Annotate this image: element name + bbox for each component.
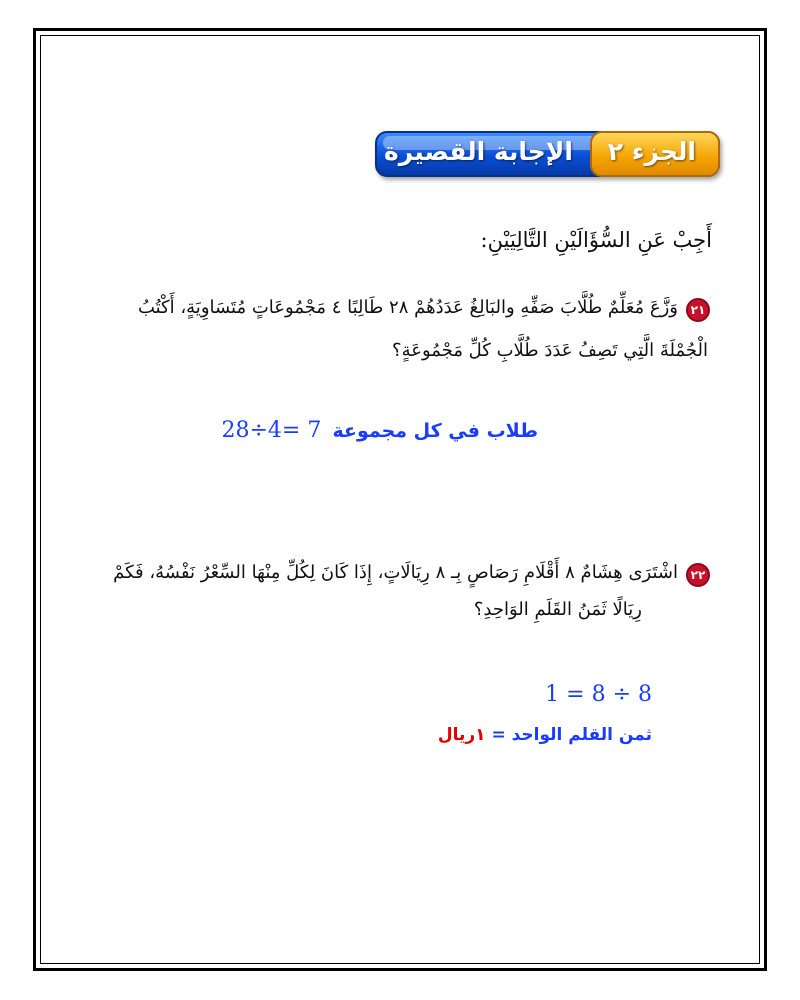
instruction-text: أَجِبْ عَنِ السُّؤَالَيْنِ التَّالِيَيْنِ: (480, 228, 712, 252)
answer-21 (222, 418, 539, 443)
part-label: الجزء ٢ (607, 137, 696, 166)
question-21-line-2: الْجُمْلَةَ الَّتِي تَصِفُ عَدَدَ طُلَّابِ كُلِّ مَجْمُوعَةٍ؟ (392, 340, 708, 361)
question-number-badge: ٢٢ (686, 563, 710, 587)
answer-22-value: ١ريال (437, 725, 486, 745)
answer-21-math: 28÷4= 7 (221, 418, 322, 443)
section-banner (375, 131, 720, 177)
answer-21-text: طلاب في كل مجموعة (332, 420, 538, 442)
question-number-badge: ٢١ (686, 298, 710, 322)
answer-22-final (438, 725, 652, 745)
question-21-line-1: وَزَّعَ مُعَلِّمٌ طُلَّابَ صَفِّهِ والبَالِغُ عَدَدُهُمْ ٢٨ طَالِبًا ٤ مَجْمُوعَاتٍ مُتَسَاوِيَةٍ، أَكْتُبُ (137, 297, 678, 318)
section-title: الإجابة القصيرة (384, 137, 573, 166)
answer-22-label: ثمن القلم الواحد = (491, 725, 652, 745)
question-22-line-2: رِيَالًا ثَمَنُ القَلَمِ الوَاحِدِ؟ (473, 599, 642, 620)
question-22-line-1: اشْتَرَى هِشَامٌ ٨ أَقْلَامِ رَصَاصٍ بِـ ٨ رِيَالَاتٍ، إِذَا كَانَ لِكُلِّ مِنْهَا السِّعْرُ نَفْسُهُ، فَكَمْ (113, 562, 678, 583)
answer-22-math: 1 = 8 ÷ 8 (545, 682, 652, 707)
